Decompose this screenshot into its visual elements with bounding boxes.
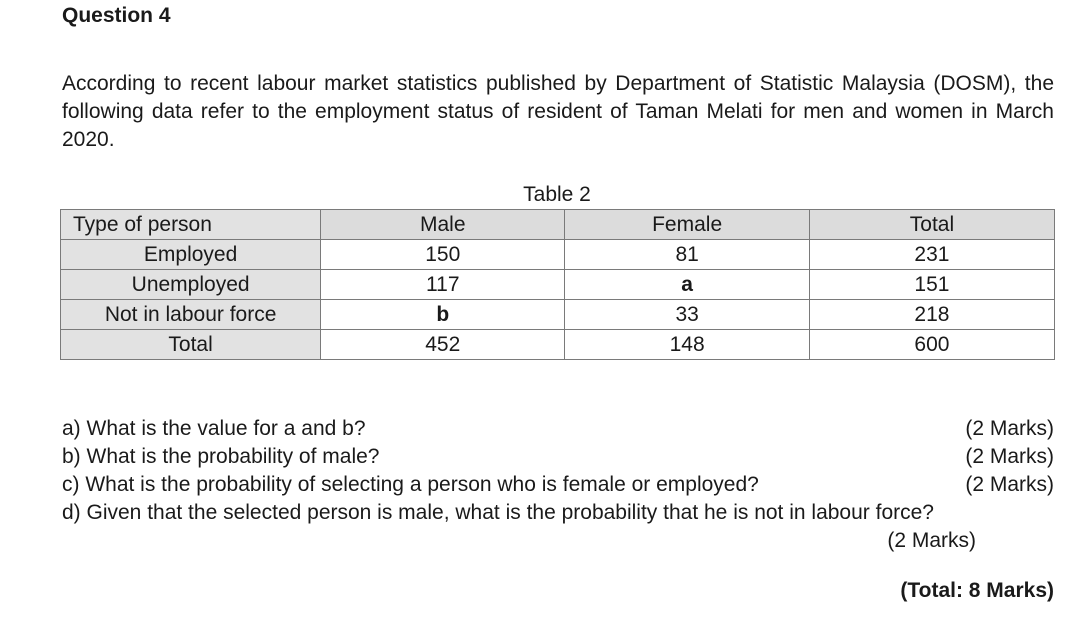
row-label-employed: Employed — [61, 240, 321, 270]
cell-unemployed-male: 117 — [321, 270, 565, 300]
cell-not-in-labour-force-female: 33 — [565, 300, 810, 330]
question-item — [62, 415, 1054, 443]
question-b-marks: (2 Marks) — [965, 445, 1054, 468]
table-row — [61, 330, 1055, 360]
table-header-row — [61, 210, 1055, 240]
header-type-of-person: Type of person — [61, 210, 321, 240]
question-list — [62, 415, 1054, 555]
header-female: Female — [565, 210, 810, 240]
cell-total-male: 452 — [321, 330, 565, 360]
question-c-text: c) What is the probability of selecting a person who is female or employed? — [62, 473, 759, 496]
cell-total-female: 148 — [565, 330, 810, 360]
header-total: Total — [809, 210, 1054, 240]
question-a-marks: (2 Marks) — [965, 417, 1054, 440]
question-item — [62, 499, 1054, 527]
total-marks: (Total: 8 Marks) — [900, 579, 1054, 602]
table-row — [61, 300, 1055, 330]
row-label-not-in-labour-force: Not in labour force — [61, 300, 321, 330]
question-a-text: a) What is the value for a and b? — [62, 417, 366, 440]
row-label-unemployed: Unemployed — [61, 270, 321, 300]
cell-employed-male: 150 — [321, 240, 565, 270]
question-c-marks: (2 Marks) — [965, 473, 1054, 496]
table-row — [61, 240, 1055, 270]
question-heading: Question 4 — [62, 4, 171, 27]
cell-employed-female: 81 — [565, 240, 810, 270]
header-male: Male — [321, 210, 565, 240]
row-label-total: Total — [61, 330, 321, 360]
cell-total-total: 600 — [809, 330, 1054, 360]
employment-table — [60, 209, 1055, 360]
table-row — [61, 270, 1055, 300]
intro-paragraph: According to recent labour market statistics published by Department of Statistic Malaysia (DOSM), the following data refer to the employment status of resident of Taman Melati for men and women in March 2020. — [62, 72, 1054, 151]
cell-not-in-labour-force-total: 218 — [809, 300, 1054, 330]
question-d-marks: (2 Marks) — [887, 529, 976, 552]
question-item — [62, 443, 1054, 471]
cell-employed-total: 231 — [809, 240, 1054, 270]
question-item — [62, 471, 1054, 499]
question-d-text: d) Given that the selected person is male, what is the probability that he is not in labour force? — [62, 501, 934, 524]
cell-not-in-labour-force-male: b — [321, 300, 565, 330]
question-b-text: b) What is the probability of male? — [62, 445, 380, 468]
cell-unemployed-total: 151 — [809, 270, 1054, 300]
table-caption: Table 2 — [523, 183, 591, 206]
cell-unemployed-female: a — [565, 270, 810, 300]
